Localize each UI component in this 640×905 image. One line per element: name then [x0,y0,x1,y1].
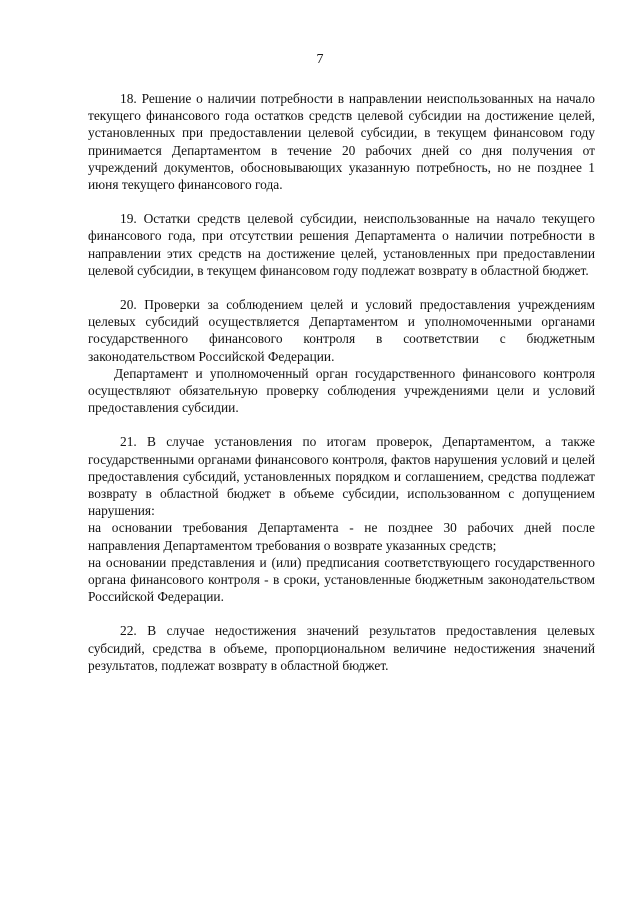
paragraph-22: 22. В случае недостижения значений результатов предоставления целевых субсидий, средства в объеме, пропорциональном величине недостижения значений результатов, подлежат возврату в областной бюджет. [88,623,595,673]
document-body [88,90,595,674]
paragraph-21: 21. В случае установления по итогам проверок, Департаментом, а также государственными органами финансового контроля, фактов нарушения условий и целей предоставления субсидий, установленных порядком и соглашением, средства подлежат возврату в областной бюджет в объеме субсидии, использованном с допущением нарушения: [88,434,595,519]
paragraph-20-continuation: Департамент и уполномоченный орган государственного финансового контроля осуществляют обязательную проверку соблюдения учреждениями цели и условий предоставления субсидии. [88,365,595,416]
paragraph-21-item-1: на основании требования Департамента - не позднее 30 рабочих дней после направления Департаментом требования о возврате указанных средств; [88,520,595,553]
paragraph-20: 20. Проверки за соблюдением целей и условий предоставления учреждениям целевых субсидий осуществляется Департаментом и уполномоченными органами государственного финансового контроля в соответствии с бюджетным законодательством Российской Федерации. [88,297,595,364]
paragraph-18: 18. Решение о наличии потребности в направлении неиспользованных на начало текущего финансового года остатков средств целевой субсидии на достижение целей, установленных при предоставлении целевой субсидии, в текущем финансовом году принимается Департаментом в течение 20 рабочих дней со дня получения от учреждений документов, обосновывающих указанную потребность, но не позднее 1 июня текущего финансового года. [88,91,595,193]
paragraph-19: 19. Остатки средств целевой субсидии, неиспользованные на начало текущего финансового года, при отсутствии решения Департамента о наличии потребности в направлении этих средств на достижение целей, установленных при предоставлении целевой субсидии, в текущем финансовом году подлежат возврату в областной бюджет. [88,211,595,278]
paragraph-21-item-2: на основании представления и (или) предписания соответствующего государственного органа финансового контроля - в сроки, установленные бюджетным законодательством Российской Федерации. [88,554,595,605]
page-number: 7 [316,52,324,67]
